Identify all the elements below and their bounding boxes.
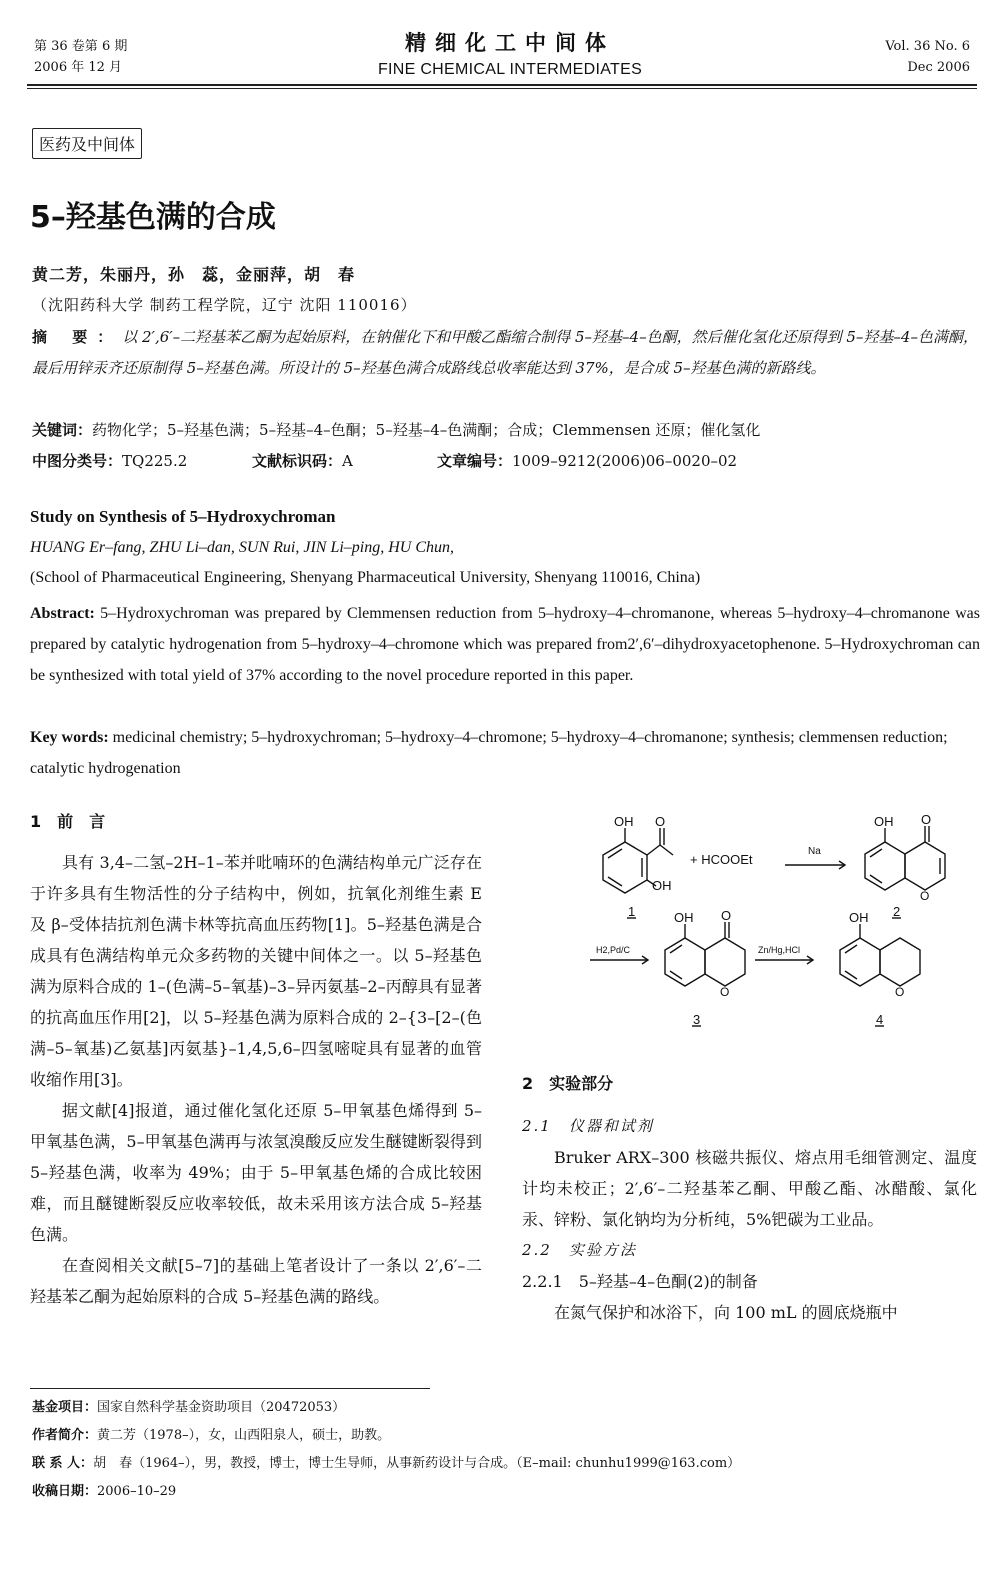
english-abstract [30, 598, 980, 691]
compound-1-oh-top: OH [614, 814, 634, 829]
header-issue [34, 36, 127, 78]
english-affiliation: (School of Pharmaceutical Engineering, Shenyang Pharmaceutical University, Shenyang 110016, China) [30, 569, 701, 586]
synthesis-scheme [530, 800, 980, 1040]
intro-section [30, 806, 482, 1312]
compound-2-ring-o: O [920, 889, 930, 903]
intro-paragraph-2: 据文献[4]报道，通过催化氢化还原 5–甲氧基色烯得到 5–甲氧基色满，5–甲氧基色满再与浓氢溴酸反应发生醚键断裂得到 5–羟基色满，收率为 49%；由于 5–甲氧基色烯的合成比较困难，而且醚键断裂反应收率较低，故未采用该方法合成 5–羟基色满。 [30, 1101, 482, 1244]
affiliation: （沈阳药科大学 制药工程学院，辽宁 沈阳 110016） [32, 296, 417, 314]
english-keywords [30, 722, 980, 784]
intro-paragraph-3: 在查阅相关文献[5–7]的基础上笔者设计了一条以 2′,6′–二羟基苯乙酮为起始原料的合成 5–羟基色满的路线。 [30, 1256, 482, 1306]
compound-2-oh: OH [874, 814, 894, 829]
article-label: 文章编号： [437, 452, 513, 470]
footnote-received: 收稿日期：2006–10–29 [32, 1484, 177, 1499]
keywords-cn [32, 416, 978, 444]
intro-paragraph-1: 具有 3,4–二氢–2H–1–苯并吡喃环的色满结构单元广泛存在于许多具有生物活性的分子结构中，例如，抗氧化剂维生素 E 及 β–受体拮抗剂色满卡林等抗高血压药物[1]。5–羟基色满是合成具有色满结构单元众多药物的关键中间体之一。以 5–羟基色满为原料合成的 1–(色满–5–氧基)–3–异丙氨基–2–丙醇具有显著的抗高血压作用[2]，以 5–羟基色满为原料合成的 2–{3–[2–(色满–5–氧基)乙氨基]丙氨基}–1,4,5,6–四氢嘧啶具有显著的血管收缩作用[3]。 [30, 853, 482, 1089]
footnote-contact: 联 系 人：胡 春（1964–），男，教授，博士，博士生导师，从事新药设计与合成。（E–mail: chunhu1999@163.com） [32, 1456, 741, 1471]
compound-3-ring-o: O [720, 985, 730, 999]
footnote-fund: 基金项目：国家自然科学基金资助项目（20472053） [32, 1400, 346, 1415]
header-volume [885, 36, 970, 78]
article-value: 1009–9212(2006)06–0020–02 [512, 452, 738, 470]
footnote-author: 作者简介：黄二芳（1978–），女，山西阳泉人，硕士，助教。 [32, 1428, 391, 1443]
compound-label-4: 4 [876, 1012, 884, 1027]
compound-3-oh: OH [674, 910, 694, 925]
english-title: Study on Synthesis of 5–Hydroxychroman [30, 507, 336, 526]
class-value: TQ225.2 [122, 452, 188, 470]
journal-name-en: FINE CHEMICAL INTERMEDIATES [377, 61, 643, 78]
keywords-text: 药物化学；5–羟基色满；5–羟基–4–色酮；5–羟基–4–色满酮；合成；Clemmensen 还原；催化氢化 [92, 421, 761, 439]
issue-cn: 第 36 卷第 6 期 [34, 39, 128, 54]
english-keywords-text: medicinal chemistry; 5–hydroxychroman; 5–hydroxy–4–chromone; 5–hydroxy–4–chromanone; synthesis; clemmensen reduction; catalytic hydrogenation [30, 729, 948, 777]
date-cn: 2006 年 12 月 [34, 60, 123, 75]
abstract-text: 以 2′,6′–二羟基苯乙酮为起始原料，在钠催化下和甲酸乙酯缩合制得 5–羟基–4–色酮，然后催化氢化还原得到 5–羟基–4–色满酮，最后用锌汞齐还原制得 5–羟基色满。所设计的 5–羟基色满合成路线总收率能达到 37%，是合成 5–羟基色满的新路线。 [32, 328, 978, 377]
volume-en: Vol. 36 No. 6 [885, 39, 970, 54]
section-tag: 医药及中间体 [32, 128, 142, 159]
compound-1-carbonyl-o: O [655, 814, 666, 829]
compound-2-carbonyl-o: O [921, 812, 932, 827]
english-abstract-label: Abstract: [30, 605, 95, 622]
header-rule-thin [27, 88, 977, 89]
compound-1-oh-bottom: OH [652, 878, 672, 893]
classification-line [32, 450, 978, 471]
footnote-rule [30, 1388, 430, 1389]
keywords-label: 关键词： [32, 421, 93, 439]
compound-label-3: 3 [693, 1012, 701, 1027]
section-2-2-heading: 2.2 实验方法 [522, 1241, 637, 1259]
section-2-1-heading: 2.1 仪器和试剂 [522, 1117, 654, 1135]
section-2-2-1-text: 在氮气保护和冰浴下，向 100 mL 的圆底烧瓶中 [554, 1303, 898, 1322]
doc-value: A [342, 452, 353, 470]
intro-heading: 1 前 言 [30, 812, 106, 831]
section-2-2-1-heading: 2.2.1 5–羟基–4–色酮(2)的制备 [522, 1272, 758, 1291]
compound-4-structure [840, 924, 920, 986]
compound-2-structure [865, 826, 945, 890]
english-abstract-text: 5–Hydroxychroman was prepared by Clemmensen reduction from 5–hydroxy–4–chromanone, whereas 5–hydroxy–4–chromanone was prepared by catalytic hydrogenation from 5–hydroxy–4–chromone which was prepared from2′,6′–dihydroxyacetophenone. 5–Hydroxychroman can be synthesized with total yield of 37% according to the novel procedure reported in this paper. [30, 605, 980, 684]
journal-masthead [300, 27, 720, 79]
condition-na: Na [808, 846, 821, 857]
compound-3-carbonyl-o: O [721, 908, 732, 923]
english-keywords-label: Key words: [30, 729, 109, 746]
section-2-1-text: Bruker ARX–300 核磁共振仪、熔点用毛细管测定、温度计均未校正；2′,6′–二羟基苯乙酮、甲酸乙酯、冰醋酸、氯化汞、锌粉、氯化钠均为分析纯，5%钯碳为工业品。 [522, 1148, 977, 1229]
doc-label: 文献标识码： [252, 452, 343, 470]
experimental-heading: 2 实验部分 [522, 1074, 614, 1093]
experimental-section [522, 1068, 977, 1328]
compound-4-ring-o: O [895, 985, 905, 999]
condition-zn-hg-hcl: Zn/Hg,HCl [758, 945, 801, 955]
date-en: Dec 2006 [907, 60, 970, 75]
class-label: 中图分类号： [32, 452, 123, 470]
condition-h2-pdc: H2,Pd/C [596, 945, 631, 955]
compound-label-1: 1 [628, 904, 636, 919]
abstract-cn [32, 322, 978, 384]
authors: 黄二芳，朱丽丹，孙 蕊，金丽萍，胡 春 [32, 265, 356, 284]
header-rule-thick [27, 84, 977, 86]
compound-4-oh: OH [849, 910, 869, 925]
footnotes [32, 1394, 972, 1506]
journal-name-cn: 精细化工中间体 [405, 31, 615, 55]
compound-3-structure [665, 922, 745, 986]
article-title: 5–羟基色满的合成 [30, 200, 276, 235]
compound-label-2: 2 [893, 904, 901, 919]
abstract-label: 摘 要： [32, 328, 123, 346]
reagent-hcooet: + HCOOEt [690, 852, 753, 867]
english-authors: HUANG Er–fang, ZHU Li–dan, SUN Rui, JIN Li–ping, HU Chun, [30, 539, 455, 556]
